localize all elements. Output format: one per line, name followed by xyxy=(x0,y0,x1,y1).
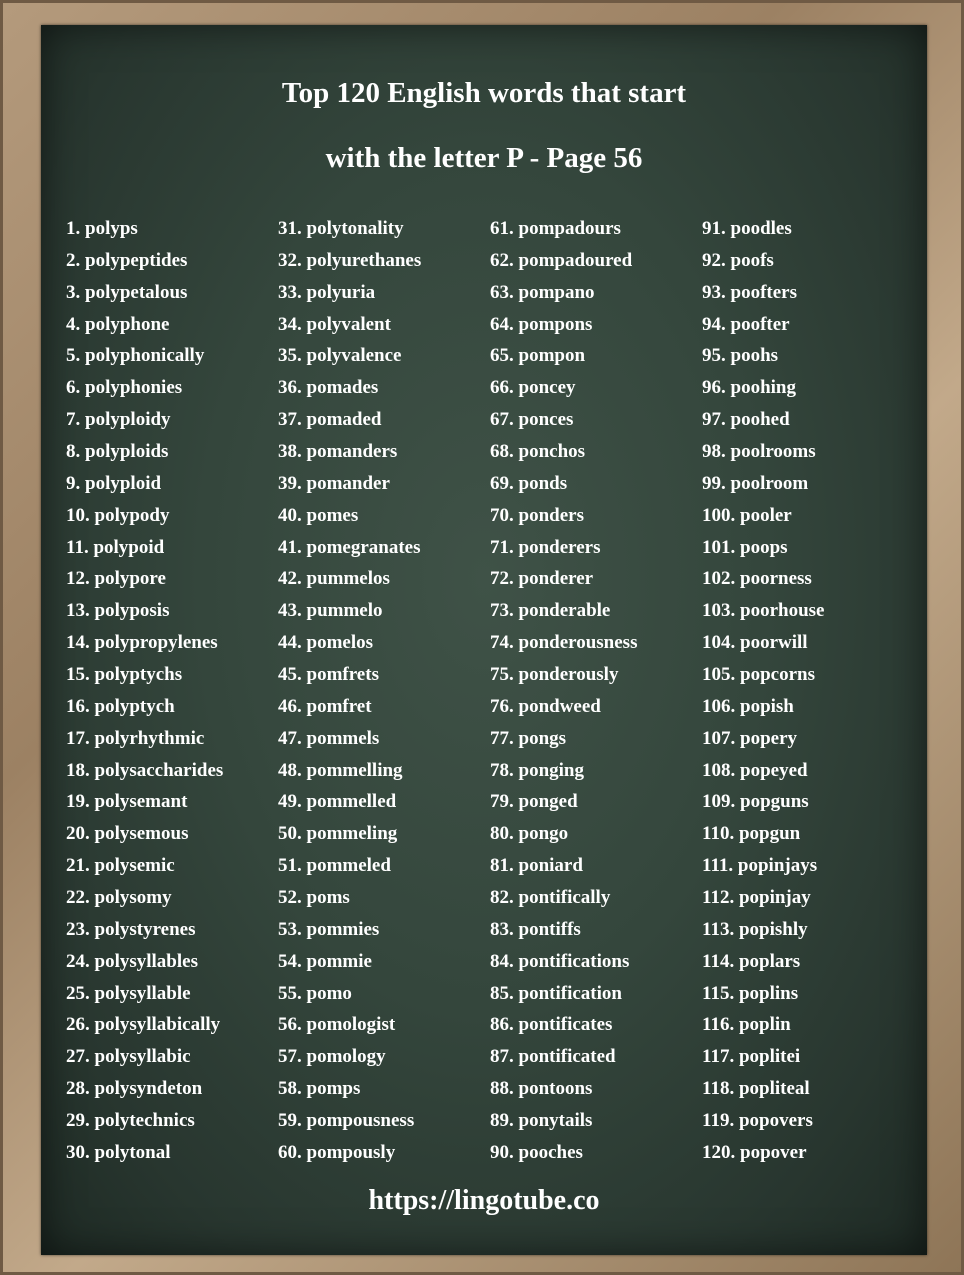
word-item: 24. polysyllables xyxy=(66,950,198,972)
word-item: 50. pommeling xyxy=(278,823,398,845)
word-item: 15. polyptychs xyxy=(66,664,183,686)
word-item: 3. polypetalous xyxy=(66,281,188,303)
word-item: 90. pooches xyxy=(490,1141,583,1163)
word-item: 100. pooler xyxy=(702,504,792,526)
word-item: 85. pontification xyxy=(490,982,622,1004)
word-item: 49. pommelled xyxy=(278,791,397,813)
word-item: 116. poplin xyxy=(702,1014,791,1036)
word-item: 8. polyploids xyxy=(66,441,169,463)
word-item: 97. poohed xyxy=(702,409,790,431)
word-item: 96. poohing xyxy=(702,377,796,399)
chalkboard xyxy=(41,25,927,1255)
word-item: 86. pontificates xyxy=(490,1014,613,1036)
word-item: 44. pomelos xyxy=(278,632,373,654)
word-item: 7. polyploidy xyxy=(66,409,171,431)
word-item: 18. polysaccharides xyxy=(66,759,224,781)
word-item: 83. pontiffs xyxy=(490,918,581,940)
word-item: 58. pomps xyxy=(278,1078,361,1100)
word-item: 80. pongo xyxy=(490,823,569,845)
word-item: 48. pommelling xyxy=(278,759,403,781)
word-item: 29. polytechnics xyxy=(66,1110,195,1132)
word-item: 115. poplins xyxy=(702,982,799,1004)
word-item: 63. pompano xyxy=(490,281,595,303)
word-item: 21. polysemic xyxy=(66,855,175,877)
word-item: 54. pommie xyxy=(278,950,372,972)
word-item: 108. popeyed xyxy=(702,759,808,781)
word-item: 43. pummelo xyxy=(278,600,383,622)
word-item: 6. polyphonies xyxy=(66,377,183,399)
word-item: 120. popover xyxy=(702,1141,807,1163)
word-item: 17. polyrhythmic xyxy=(66,727,205,749)
word-item: 98. poolrooms xyxy=(702,441,816,463)
word-item: 33. polyuria xyxy=(278,281,376,303)
word-item: 61. pompadours xyxy=(490,218,621,239)
word-item: 113. popishly xyxy=(702,918,808,940)
word-item: 40. pomes xyxy=(278,504,359,526)
word-item: 76. pondweed xyxy=(490,695,601,717)
word-item: 82. pontifically xyxy=(490,887,611,909)
word-item: 118. popliteal xyxy=(702,1078,810,1100)
page-title-line-2: with the letter P - Page 56 xyxy=(325,142,643,174)
word-item: 78. ponging xyxy=(490,759,584,781)
word-item: 109. popguns xyxy=(702,791,809,813)
word-item: 14. polypropylenes xyxy=(66,632,218,654)
word-item: 1. polyps xyxy=(66,218,138,239)
word-item: 93. poofters xyxy=(702,281,797,303)
word-item: 39. pomander xyxy=(278,472,390,494)
word-item: 81. poniard xyxy=(490,855,583,877)
page-title-line-1: Top 120 English words that start xyxy=(281,77,687,109)
word-item: 89. ponytails xyxy=(490,1110,593,1132)
word-item: 62. pompadoured xyxy=(490,249,633,271)
word-item: 107. popery xyxy=(702,727,797,749)
word-column-2 xyxy=(278,213,493,1169)
word-item: 91. poodles xyxy=(702,218,792,239)
word-item: 94. poofter xyxy=(702,313,790,335)
word-item: 117. poplitei xyxy=(702,1046,801,1068)
word-item: 60. pompously xyxy=(278,1141,396,1163)
word-item: 101. poops xyxy=(702,536,788,558)
word-item: 52. poms xyxy=(278,887,350,909)
word-item: 84. pontifications xyxy=(490,950,630,972)
word-item: 74. ponderousness xyxy=(490,632,638,654)
word-item: 5. polyphonically xyxy=(66,345,205,367)
word-item: 34. polyvalent xyxy=(278,313,391,335)
word-item: 79. ponged xyxy=(490,791,578,813)
word-item: 4. polyphone xyxy=(66,313,170,335)
word-item: 10. polypody xyxy=(66,504,170,526)
word-item: 31. polytonality xyxy=(278,218,404,239)
word-item: 70. ponders xyxy=(490,504,584,526)
word-item: 110. popgun xyxy=(702,823,801,845)
word-item: 72. ponderer xyxy=(490,568,594,590)
word-item: 69. ponds xyxy=(490,472,568,494)
word-item: 57. pomology xyxy=(278,1046,386,1068)
word-item: 46. pomfret xyxy=(278,695,372,717)
word-item: 51. pommeled xyxy=(278,855,391,877)
word-item: 71. ponderers xyxy=(490,536,601,558)
word-item: 59. pompousness xyxy=(278,1110,415,1132)
word-item: 99. poolroom xyxy=(702,472,809,494)
word-item: 77. pongs xyxy=(490,727,567,749)
word-item: 2. polypeptides xyxy=(66,249,188,271)
word-item: 28. polysyndeton xyxy=(66,1078,203,1100)
word-item: 41. pomegranates xyxy=(278,536,421,558)
word-item: 42. pummelos xyxy=(278,568,390,590)
word-item: 19. polysemant xyxy=(66,791,188,813)
word-item: 37. pomaded xyxy=(278,409,382,431)
word-item: 45. pomfrets xyxy=(278,664,379,686)
word-item: 73. ponderable xyxy=(490,600,611,622)
word-item: 67. ponces xyxy=(490,409,574,431)
word-item: 66. poncey xyxy=(490,377,576,399)
word-item: 119. popovers xyxy=(702,1110,813,1132)
word-item: 111. popinjays xyxy=(702,855,818,877)
word-column-3 xyxy=(490,213,705,1169)
word-item: 30. polytonal xyxy=(66,1141,171,1163)
word-column-1 xyxy=(66,213,281,1169)
word-item: 88. pontoons xyxy=(490,1078,593,1100)
site-url: https://lingotube.co xyxy=(368,1185,600,1216)
word-item: 106. popish xyxy=(702,695,794,717)
word-item: 16. polyptych xyxy=(66,695,175,717)
word-item: 35. polyvalence xyxy=(278,345,402,367)
word-item: 23. polystyrenes xyxy=(66,918,196,940)
word-item: 38. pomanders xyxy=(278,441,398,463)
word-item: 47. pommels xyxy=(278,727,380,749)
word-item: 36. pomades xyxy=(278,377,379,399)
word-item: 27. polysyllabic xyxy=(66,1046,191,1068)
word-item: 22. polysomy xyxy=(66,887,172,909)
word-item: 95. poohs xyxy=(702,345,779,367)
word-item: 55. pomo xyxy=(278,982,352,1004)
word-item: 64. pompons xyxy=(490,313,593,335)
word-item: 103. poorhouse xyxy=(702,600,825,622)
word-item: 92. poofs xyxy=(702,249,774,271)
word-item: 53. pommies xyxy=(278,918,380,940)
word-item: 26. polysyllabically xyxy=(66,1014,221,1036)
word-item: 105. popcorns xyxy=(702,664,815,686)
word-item: 102. poorness xyxy=(702,568,812,590)
word-item: 20. polysemous xyxy=(66,823,189,845)
word-item: 32. polyurethanes xyxy=(278,249,422,271)
word-item: 25. polysyllable xyxy=(66,982,191,1004)
word-item: 65. pompon xyxy=(490,345,586,367)
word-item: 114. poplars xyxy=(702,950,801,972)
word-column-4 xyxy=(702,213,917,1169)
word-item: 68. ponchos xyxy=(490,441,586,463)
word-item: 12. polypore xyxy=(66,568,166,590)
word-item: 75. ponderously xyxy=(490,664,619,686)
word-item: 87. pontificated xyxy=(490,1046,616,1068)
word-item: 104. poorwill xyxy=(702,632,808,654)
word-item: 112. popinjay xyxy=(702,887,811,909)
word-item: 13. polyposis xyxy=(66,600,170,622)
word-item: 56. pomologist xyxy=(278,1014,396,1036)
word-item: 11. polypoid xyxy=(66,536,165,558)
word-item: 9. polyploid xyxy=(66,472,162,494)
